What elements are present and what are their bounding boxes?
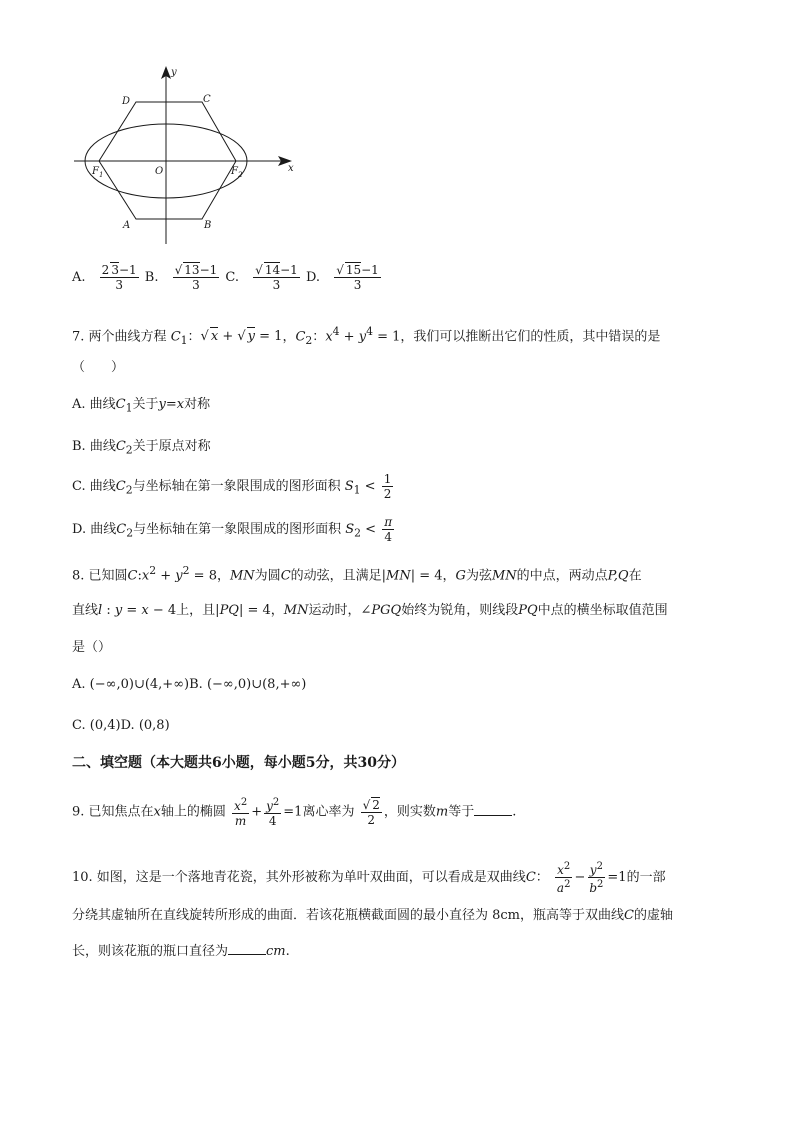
q7-option-D[interactable]: D. 曲线$C_2$与坐标轴在第一象限围成的图形面积 $S_2$ < $\frac{\pi}{4}$ xyxy=(72,515,393,544)
q9-answer-blank[interactable] xyxy=(474,803,512,816)
q7-stem: 7. 两个曲线方程 $C_1$：√ x + √ y = 1，$C_2$：$x^4 + y^4 = 1$，我们可以推断出它们的性质，其中错误的是 xyxy=(72,325,661,347)
q9: 9. 已知焦点在x轴上的椭圆 $\frac{x^2}{m}$ + $\frac{y^2}{4}$ =1离心率为 $\frac{√ 2}{2}$ ，则实数m等于 . xyxy=(72,797,517,828)
q8-line1: 8. 已知圆$C:x^2 + y^2 = 8$，MN为圆C的动弦，且满足|MN| = 4，G为弦MN的中点，两动点P,Q在 xyxy=(72,564,642,584)
focus-F1-label: $F_1$ xyxy=(92,166,104,179)
q7-paren: （ ） xyxy=(72,360,125,375)
ellipse-hexagon-figure xyxy=(70,62,310,247)
q8-option-D[interactable]: D. (0,8) xyxy=(120,718,170,733)
q7-option-A[interactable]: A. 曲线$C_1$关于y=x对称 xyxy=(72,397,211,415)
q8-options-AB xyxy=(72,676,306,694)
q7-option-B[interactable]: B. 曲线$C_2$关于原点对称 xyxy=(72,439,211,457)
q6-options xyxy=(72,262,383,292)
q10-line1: 10. 如图，这是一个落地青花瓷，其外形被称为单叶双曲面，可以看成是双曲线C： $\frac{x^2}{a^2}$ − $\frac{y^2}{b^2}$ =1的一部 xyxy=(72,861,666,895)
x-label: x xyxy=(288,163,294,174)
point-A-label: A xyxy=(123,220,131,231)
point-D-label: D xyxy=(122,96,131,107)
q10-line2: 分绕其虚轴所在直线旋转所形成的曲面．若该花瓶横截面圆的最小直径为 8cm，瓶高等于双曲线C的虚轴 xyxy=(72,908,673,923)
q10-line3: 长，则该花瓶的瓶口直径为 cm. xyxy=(72,944,290,959)
origin-label: O xyxy=(155,166,164,177)
q8-line3: 是（） xyxy=(72,640,112,655)
q8-line2: 直线l : y = x − 4上，且|PQ| = 4，MN运动时，∠PGQ始终为锐角，则线段PQ中点的横坐标取值范围 xyxy=(72,603,668,618)
focus-F2-label: $F_2$ xyxy=(231,166,243,179)
q6-option-D[interactable]: D. $\frac{√ 15-1}{3}$ xyxy=(305,263,379,292)
section-heading: 二、填空题（本大题共6小题，每小题5分，共30分） xyxy=(72,755,405,771)
q8-option-B[interactable]: B. (−∞,0)∪(8,+∞) xyxy=(189,677,307,692)
q6-option-C[interactable]: C. $\frac{√ 14-1}{3}$ xyxy=(225,263,298,292)
q8-option-C[interactable]: C. (0,4) xyxy=(72,718,121,733)
q10-answer-blank[interactable] xyxy=(228,942,266,955)
q7-option-C[interactable]: C. 曲线$C_2$与坐标轴在第一象限围成的图形面积 $S_1$ < $\frac{1}{2}$ xyxy=(72,472,392,501)
q6-option-A[interactable]: A. $\frac{2 3-1}{3}$ xyxy=(72,263,137,292)
q8-option-A[interactable]: A. (−∞,0)∪(4,+∞) xyxy=(72,677,190,692)
q6-option-B[interactable]: B. $\frac{√ 13-1}{3}$ xyxy=(144,263,218,292)
point-B-label: B xyxy=(204,220,212,231)
q8-options-CD xyxy=(72,717,170,735)
point-C-label: C xyxy=(203,94,211,105)
y-label: y xyxy=(171,67,177,78)
